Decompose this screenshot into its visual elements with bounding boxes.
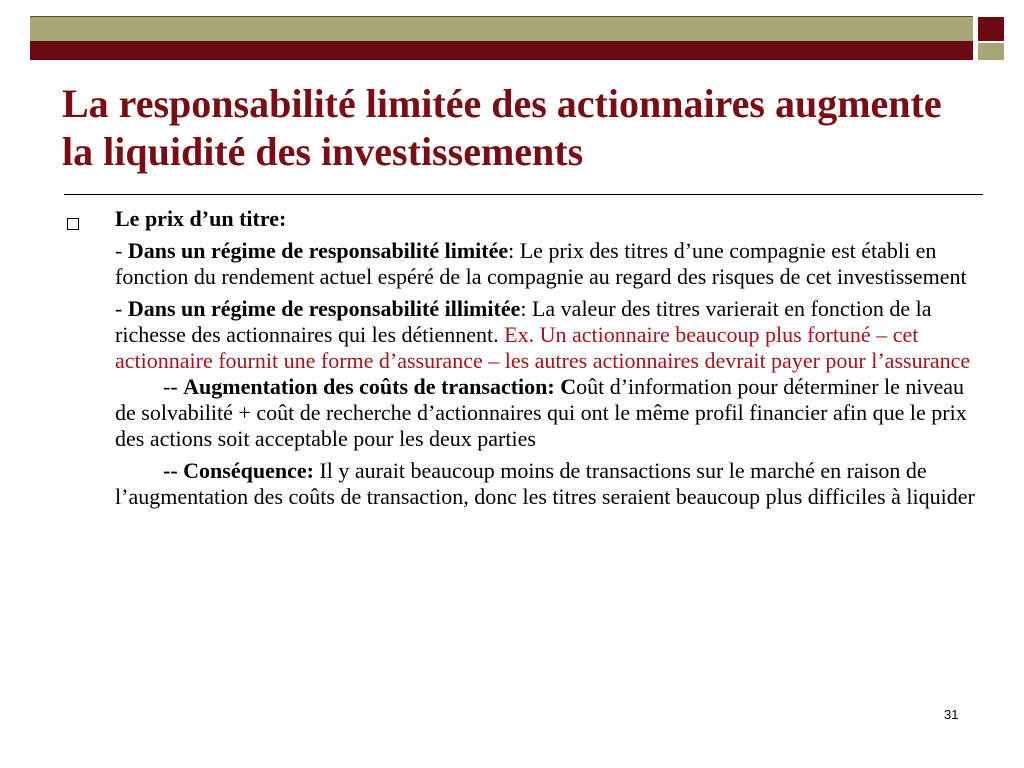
consequence-text: Il y aurait beaucoup moins de transactions sur le marché en raison de l’augmentation des coûts de transaction, donc les titres seraient beaucoup plus difficiles à liquider <box>115 458 975 509</box>
limited-liability-text: : Le prix des titres d’une compagnie est établi en fonction du rendement actuel espéré de la compagnie au regard des risques de cet investissement <box>115 238 967 289</box>
bullet-heading: Le prix d’un titre: <box>115 206 287 231</box>
transaction-costs-term: Augmentation des coûts de transaction: C <box>183 374 577 399</box>
corner-square-olive <box>978 43 1004 60</box>
unlimited-liability-term: Dans un régime de responsabilité illimitée <box>127 296 521 321</box>
dash: - <box>115 296 128 321</box>
dash: - <box>115 238 128 263</box>
example-text: Ex. Un actionnaire beaucoup plus fortuné – cet actionnaire fournit une forme d’assurance – les autres actionnaires devrait payer pour l’assurance <box>115 322 971 373</box>
unlimited-liability-text: : La valeur des titres varierait en fonction de la richesse des actionnaires qui les détiennent. <box>115 296 932 347</box>
paragraph-unlimited-liability <box>115 296 985 452</box>
slide-body <box>115 206 985 516</box>
corner-square-maroon <box>978 17 1004 41</box>
transaction-costs-text: oût d’information pour déterminer le niveau de solvabilité + coût de recherche d’actionnaires qui ont le même profil financier afin que le prix des actions soit acceptable pour les deux parties <box>115 374 967 451</box>
paragraph-limited-liability <box>115 238 985 290</box>
header-olive-bar <box>30 16 973 41</box>
hollow-square-bullet-icon <box>67 218 79 230</box>
limited-liability-term: Dans un régime de responsabilité limitée <box>127 238 509 263</box>
title-divider <box>64 194 983 195</box>
slide-title: La responsabilité limitée des actionnaires augmente la liquidité des investissements <box>62 81 942 174</box>
page-number: 31 <box>944 707 959 722</box>
paragraph-consequence <box>115 458 985 510</box>
header-maroon-bar <box>30 41 973 60</box>
consequence-term: -- Conséquence: <box>163 458 314 483</box>
sub-dash: -- <box>163 374 184 399</box>
